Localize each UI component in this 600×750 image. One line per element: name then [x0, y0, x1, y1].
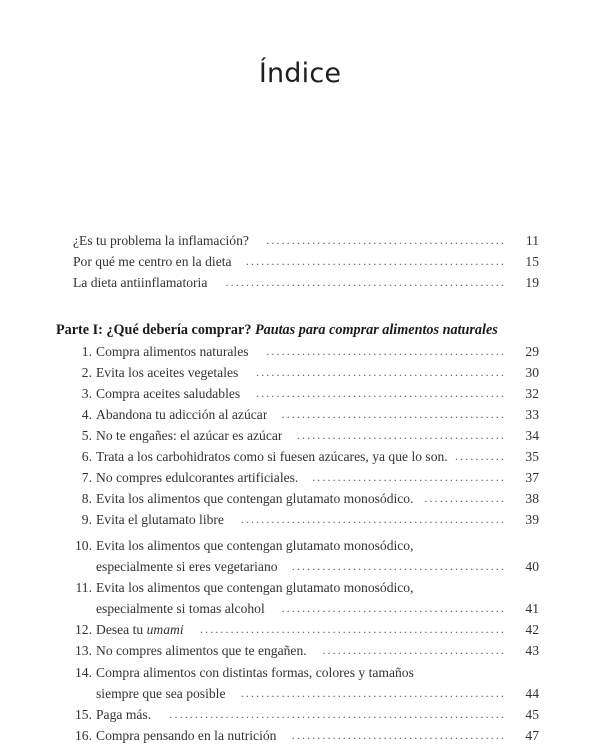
toc-item[interactable] — [0, 577, 600, 598]
toc-item-title: Evita los alimentos que contengan glutamato monosódico. — [96, 491, 414, 506]
dot-leader: .......................................... — [291, 559, 506, 573]
toc-item-title: Evita el glutamato libre — [96, 512, 224, 527]
toc-item[interactable] — [0, 488, 600, 509]
toc-item-title-text: Desea tu — [96, 622, 144, 637]
toc-item-number: 16. — [75, 728, 92, 743]
dot-leader: .................................................... — [240, 686, 506, 700]
toc-item-page: 38 — [525, 491, 539, 506]
toc-entry-title: La dieta antiinflamatoria — [73, 275, 208, 290]
toc-item-title: Evita los alimentos que contengan glutamato monosódico, — [96, 580, 414, 595]
toc-item-page: 33 — [525, 407, 539, 422]
toc-item-page: 42 — [525, 622, 539, 637]
dot-leader: .......................................... — [291, 728, 506, 742]
toc-item[interactable] — [0, 535, 600, 556]
toc-item[interactable] — [0, 425, 600, 446]
toc-item-page: 32 — [525, 386, 539, 401]
dot-leader: .................................................... — [240, 512, 506, 526]
toc-item-page: 43 — [525, 643, 539, 658]
dot-leader: ............................................... — [266, 233, 506, 247]
toc-item-number: 1. — [81, 344, 92, 359]
toc-item-continuation[interactable] — [0, 598, 600, 619]
toc-item-page: 47 — [525, 728, 539, 743]
toc-entry[interactable] — [0, 230, 600, 251]
toc-item[interactable] — [0, 383, 600, 404]
toc-item-page: 45 — [525, 707, 539, 722]
toc-item-title-italic: umami — [146, 622, 184, 637]
toc-item-page: 39 — [525, 512, 539, 527]
toc-item-page: 37 — [525, 470, 539, 485]
dot-leader: .......... — [455, 449, 506, 463]
dot-leader: ....................................................... — [225, 275, 506, 289]
toc-item-title: Compra alimentos naturales — [96, 344, 249, 359]
toc-item-page: 44 — [525, 686, 539, 701]
dot-leader: ............................................ — [281, 407, 506, 421]
toc-item-page: 40 — [525, 559, 539, 574]
toc-item-number: 5. — [81, 428, 92, 443]
toc-item-title: Evita los alimentos que contengan glutamato monosódico, — [96, 538, 414, 553]
toc-item-page: 29 — [525, 344, 539, 359]
toc-item-continuation[interactable] — [0, 683, 600, 704]
toc-item-title-continued: especialmente si tomas alcohol — [96, 601, 265, 616]
toc-entry-page: 19 — [525, 275, 539, 290]
toc-item-title: Trata a los carbohidratos como si fuesen azúcares, ya que lo son. — [96, 449, 448, 464]
toc-item-number: 10. — [75, 538, 92, 553]
toc-item-page: 35 — [525, 449, 539, 464]
toc-item-title: Abandona tu adicción al azúcar — [96, 407, 268, 422]
toc-item[interactable] — [0, 704, 600, 725]
toc-item-page: 41 — [525, 601, 539, 616]
toc-item[interactable] — [0, 404, 600, 425]
toc-item-number: 8. — [81, 491, 92, 506]
toc-item-title: Compra aceites saludables — [96, 386, 241, 401]
toc-item[interactable] — [0, 467, 600, 488]
toc-item-number: 6. — [81, 449, 92, 464]
toc-item-number: 2. — [81, 365, 92, 380]
part-heading-subtitle: Pautas para comprar alimentos naturales — [254, 322, 498, 338]
toc-item[interactable] — [0, 619, 600, 640]
toc-item[interactable] — [0, 341, 600, 362]
toc-entry-page: 15 — [525, 254, 539, 269]
toc-item-title: Compra pensando en la nutrición — [96, 728, 277, 743]
toc-item-title: No te engañes: el azúcar es azúcar — [96, 428, 283, 443]
toc-item-title: No compres alimentos que te engañen. — [96, 643, 307, 658]
toc-entry-title: ¿Es tu problema la inflamación? — [73, 233, 249, 248]
toc-item[interactable] — [0, 640, 600, 661]
page-title: Índice — [258, 58, 342, 89]
dot-leader: .................................... — [322, 643, 506, 657]
toc-item-number: 12. — [75, 622, 92, 637]
toc-entry-title: Por qué me centro en la dieta — [73, 254, 232, 269]
toc-entry[interactable] — [0, 272, 600, 293]
toc-item-number: 7. — [81, 470, 92, 485]
toc-item[interactable] — [0, 509, 600, 530]
dot-leader: ......................................... — [296, 428, 506, 442]
toc-item-number: 11. — [75, 580, 92, 595]
toc-item-title: Evita los aceites vegetales — [96, 365, 239, 380]
dot-leader: ............................................................ — [200, 622, 506, 636]
dot-leader: ................................................. — [256, 365, 506, 379]
toc-item-continuation[interactable] — [0, 556, 600, 577]
dot-leader: ................................................. — [256, 386, 506, 400]
toc-item-number: 14. — [75, 665, 92, 680]
dot-leader: ...................................... — [312, 470, 506, 484]
toc-item-title-continued: siempre que sea posible — [96, 686, 226, 701]
toc-item-number: 4. — [81, 407, 92, 422]
toc-item[interactable] — [0, 662, 600, 683]
dot-leader: ............................................... — [266, 344, 506, 358]
dot-leader: ............................................ — [281, 601, 506, 615]
toc-entry-page: 11 — [525, 233, 539, 248]
toc-item-number: 13. — [75, 643, 92, 658]
dot-leader: ................ — [424, 491, 506, 505]
toc-item-title: No compres edulcorantes artificiales. — [96, 470, 299, 485]
toc-item-number: 3. — [81, 386, 92, 401]
dot-leader: ................................................... — [245, 254, 506, 268]
toc-item-title: Paga más. — [96, 707, 152, 722]
toc-item[interactable] — [0, 446, 600, 467]
toc-item-page: 30 — [525, 365, 539, 380]
toc-item[interactable] — [0, 725, 600, 746]
part-heading[interactable] — [56, 320, 498, 341]
toc-item-number: 15. — [75, 707, 92, 722]
toc-item-page: 34 — [525, 428, 539, 443]
toc-item-number: 9. — [81, 512, 92, 527]
toc-item-title — [96, 619, 184, 640]
toc-item-title: Compra alimentos con distintas formas, colores y tamaños — [96, 665, 414, 680]
toc-item-title-continued: especialmente si eres vegetariano — [96, 559, 278, 574]
dot-leader: .................................................................. — [169, 707, 506, 721]
toc-item[interactable] — [0, 362, 600, 383]
toc-entry[interactable] — [0, 251, 600, 272]
part-heading-label: Parte I: ¿Qué debería comprar? — [56, 322, 252, 338]
